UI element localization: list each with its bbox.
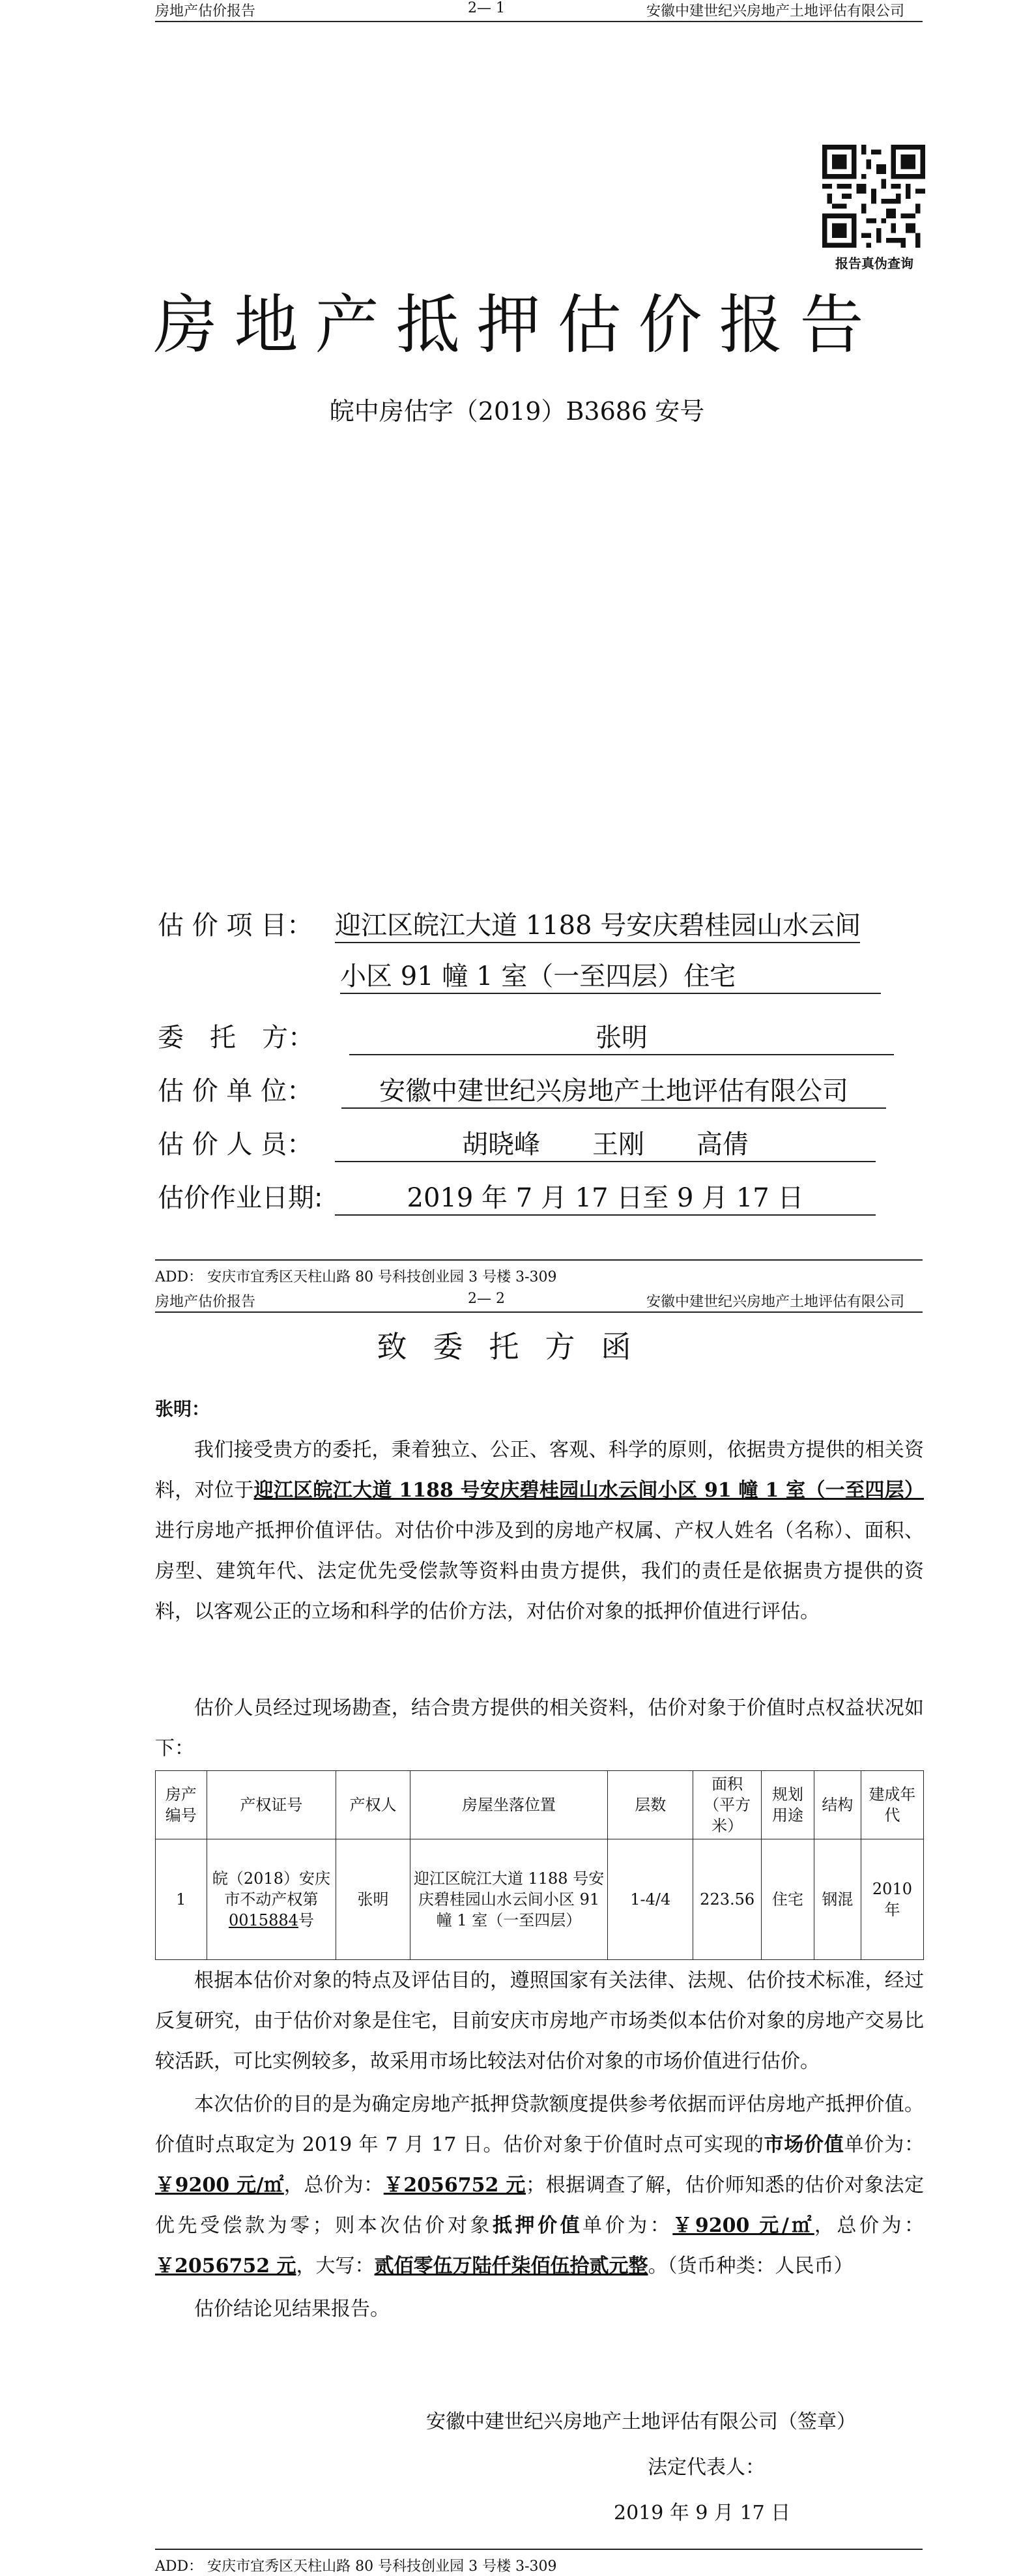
col-header-location: 房屋坐落位置: [410, 1771, 607, 1839]
qr-code-icon[interactable]: [822, 145, 925, 248]
market-value-label: 市场价值: [764, 2133, 844, 2156]
signature-legal-rep: 法定代表人：: [648, 2456, 765, 2479]
field-appraiser-org: [158, 1070, 848, 1107]
field-client-value: 张明: [349, 1017, 894, 1055]
col-header-floors: 层数: [608, 1771, 693, 1839]
cell-owner: 张明: [336, 1839, 410, 1960]
field-project-value: 迎江区皖江大道 1188 号安庆碧桂园山水云间: [335, 905, 860, 943]
footer-address: ADD： 安庆市宜秀区天柱山路 80 号科技创业园 3 号楼 3-309: [155, 1269, 557, 1285]
field-work-date-value: 2019 年 7 月 17 日至 9 月 17 日: [335, 1177, 876, 1216]
header-company: 安徽中建世纪兴房地产土地评估有限公司: [646, 3, 904, 20]
letter-title: 致委托方函: [377, 1329, 657, 1364]
mortgage-total-price: ￥2056752 元: [155, 2255, 296, 2277]
cell-year: 2010 年: [861, 1839, 923, 1960]
market-unit-price: ￥9200 元/㎡: [155, 2174, 284, 2197]
field-appraisers-label: 估 价 人 员：: [158, 1130, 313, 1160]
valuation-text-g: ，大写：: [296, 2255, 375, 2277]
valuation-text-c: ，总价为：: [283, 2174, 384, 2197]
field-client: [158, 1017, 648, 1054]
field-project: [158, 905, 861, 942]
field-work-date-label: 估价作业日期:: [158, 1183, 323, 1213]
total-price-in-words: 贰佰零伍万陆仟柒佰伍拾贰元整: [374, 2255, 648, 2277]
cell-cert: [207, 1839, 336, 1960]
field-client-label: 委 托 方：: [158, 1023, 314, 1053]
cell-area: 223.56: [693, 1839, 762, 1960]
cell-structure: 钢混: [814, 1839, 861, 1960]
header-company: 安徽中建世纪兴房地产土地评估有限公司: [646, 1294, 904, 1310]
field-project-value-line2: 小区 91 幢 1 室（一至四层）住宅: [340, 956, 881, 994]
signature-company: 安徽中建世纪兴房地产土地评估有限公司（签章）: [426, 2410, 856, 2433]
page-header: [155, 0, 923, 22]
footer-address: ADD： 安庆市宜秀区天柱山路 80 号科技创业园 3 号楼 3-309: [155, 2558, 557, 2575]
col-header-owner: 产权人: [336, 1771, 410, 1839]
col-header-structure: 结构: [814, 1771, 861, 1839]
paragraph-conclusion: 估价结论见结果报告。: [194, 2298, 390, 2320]
page-footer: [155, 2549, 923, 2575]
valuation-text-d: ；根据调查了解，估价师知悉的估价对象法定优先受偿款为零；则本次估价对象: [155, 2174, 925, 2237]
col-header-cert: 产权证号: [207, 1771, 336, 1839]
report-number: 皖中房估字（2019）B3686 安号: [329, 397, 705, 426]
signature-date: 2019 年 9 月 17 日: [614, 2502, 791, 2525]
header-page-number: 2— 1: [468, 0, 505, 16]
field-project-label: 估 价 项 目：: [158, 911, 313, 941]
cell-location: 迎江区皖江大道 1188 号安庆碧桂园山水云间小区 91 幢 1 室（一至四层）: [410, 1839, 607, 1960]
page-header: [155, 1291, 923, 1313]
qr-caption: 报告真伪查询: [835, 256, 913, 271]
property-table: [155, 1770, 924, 1960]
field-work-date: [158, 1177, 804, 1214]
paragraph-inspection: 估价人员经过现场勘查，结合贵方提供的相关资料，估价对象于价值时点权益状况如下：: [155, 1697, 924, 1760]
field-appraiser-org-value: 安徽中建世纪兴房地产土地评估有限公司: [341, 1070, 886, 1109]
valuation-text-a: 本次估价的目的是为确定房地产抵押贷款额度提供参考依据而评估房地产抵押价值。价值时点取定为 2019 年 7 月 17 日。估价对象于价值时点可实现的: [155, 2093, 924, 2156]
paragraph-method: 根据本估价对象的特点及评估目的，遵照国家有关法律、法规、估价技术标准，经过反复研究，由于估价对象是住宅，目前安庆市房地产市场类似本估价对象的房地产交易比较活跃，可比实例较多，故采用市场比较法对估价对象的市场价值进行估价。: [155, 1969, 924, 2073]
cell-use: 住宅: [762, 1839, 814, 1960]
col-header-area: 面积（平方米）: [693, 1771, 762, 1839]
table-header-row: [156, 1771, 924, 1839]
mortgage-value-label: 抵押价值: [493, 2214, 583, 2237]
engagement-text-c: 进行房地产抵押价值评估。对估价中涉及到的房地产权属、产权人姓名（名称）、面积、房型、建筑年代、法定优先受偿款等资料由贵方提供，我们的责任是依据贵方提供的资料，以客观公正的立场和科学的估价方法，对估价对象的抵押价值进行评估。: [155, 1519, 924, 1623]
market-total-price: ￥2056752 元: [383, 2174, 526, 2197]
table-row: [156, 1839, 924, 1960]
field-appraiser-org-label: 估 价 单 位：: [158, 1076, 313, 1106]
salutation: 张明：: [155, 1398, 210, 1420]
paragraph-engagement: [155, 1430, 924, 1632]
cell-cert-number: 0015884: [228, 1911, 298, 1929]
cell-cert-prefix: 皖（2018）安庆市不动产权第: [212, 1869, 330, 1909]
field-appraisers-value: 胡晓峰 王刚 高倩: [335, 1124, 876, 1162]
field-appraisers: [158, 1124, 749, 1161]
paragraph-valuation: [155, 2085, 924, 2287]
cell-floors: 1-4/4: [608, 1839, 693, 1960]
report-title: 房地产抵押估价报告: [153, 288, 881, 362]
header-left: 房地产估价报告: [155, 1294, 256, 1310]
col-header-use: 规划用途: [762, 1771, 814, 1839]
col-header-no: 房产编号: [156, 1771, 207, 1839]
valuation-text-f: ，总价为：: [814, 2214, 925, 2237]
mortgage-unit-price: ￥9200 元/㎡: [672, 2214, 814, 2237]
page-footer: [155, 1259, 923, 1286]
valuation-text-h: 。（货币种类：人民币）: [648, 2255, 854, 2277]
valuation-text-b: 单价为：: [844, 2133, 925, 2156]
header-page-number: 2— 2: [468, 1291, 505, 1307]
property-address: 迎江区皖江大道 1188 号安庆碧桂园山水云间小区 91 幢 1 室（一至四层）: [253, 1479, 924, 1502]
col-header-year: 建成年代: [861, 1771, 923, 1839]
valuation-text-e: 单价为：: [582, 2214, 673, 2237]
cell-no: 1: [156, 1839, 207, 1960]
cell-cert-suffix: 号: [298, 1911, 314, 1929]
engagement-text-a: 我们接受贵方的委托，秉着独立、公正、客观、科学的原则，依据贵方提供的相关资料，对位于: [155, 1439, 924, 1502]
header-left: 房地产估价报告: [155, 3, 256, 20]
